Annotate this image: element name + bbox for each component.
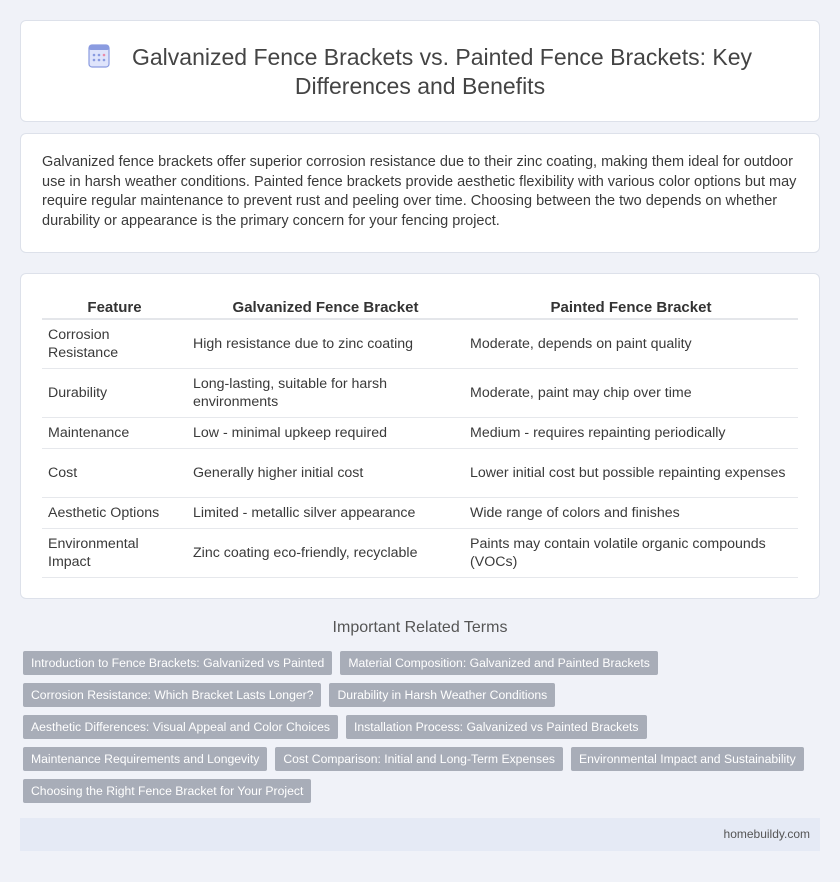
table-row (42, 497, 798, 528)
related-term-tag[interactable]: Environmental Impact and Sustainability (571, 747, 804, 771)
table-row (42, 368, 798, 417)
row-painted: Medium - requires repainting periodically (464, 417, 798, 448)
row-feature: Aesthetic Options (42, 497, 187, 528)
related-term-tag[interactable]: Introduction to Fence Brackets: Galvanized vs Painted (23, 651, 332, 675)
related-terms-title: Important Related Terms (332, 619, 508, 636)
related-term-tag[interactable]: Durability in Harsh Weather Conditions (329, 683, 555, 707)
row-painted: Lower initial cost but possible repainting expenses (464, 448, 798, 497)
header-feature: Feature (42, 295, 187, 319)
row-galvanized: Limited - metallic silver appearance (187, 497, 464, 528)
intro-paragraph: Galvanized fence brackets offer superior corrosion resistance due to their zinc coating, making them ideal for outdoor use in harsh weather conditions. Painted fence brackets provide aesthetic flexibility with various color options but may require regular maintenance to prevent rust and peeling over time. Choosing between the two depends on whether durability or appearance is the primary concern for your fencing project. (42, 154, 797, 229)
row-feature: Durability (42, 368, 187, 417)
table-row (42, 417, 798, 448)
table-row (42, 528, 798, 577)
footer (20, 818, 820, 851)
row-painted: Paints may contain volatile organic compounds (VOCs) (464, 528, 798, 577)
row-feature: Cost (42, 448, 187, 497)
row-galvanized: Generally higher initial cost (187, 448, 464, 497)
row-galvanized: High resistance due to zinc coating (187, 319, 464, 368)
comparison-table (42, 295, 798, 578)
related-term-tag[interactable]: Installation Process: Galvanized vs Painted Brackets (346, 715, 647, 739)
table-row (42, 448, 798, 497)
related-term-tag[interactable]: Cost Comparison: Initial and Long-Term Expenses (275, 747, 563, 771)
row-galvanized: Long-lasting, suitable for harsh environments (187, 368, 464, 417)
related-term-tag[interactable]: Material Composition: Galvanized and Painted Brackets (340, 651, 657, 675)
table-row (42, 319, 798, 368)
row-feature: Corrosion Resistance (42, 319, 187, 368)
row-feature: Maintenance (42, 417, 187, 448)
related-terms-list (23, 651, 813, 803)
table-header-row (42, 295, 798, 319)
row-galvanized: Zinc coating eco-friendly, recyclable (187, 528, 464, 577)
row-painted: Moderate, depends on paint quality (464, 319, 798, 368)
row-galvanized: Low - minimal upkeep required (187, 417, 464, 448)
row-feature: Environmental Impact (42, 528, 187, 577)
related-term-tag[interactable]: Corrosion Resistance: Which Bracket Lasts Longer? (23, 683, 321, 707)
header-card (20, 20, 820, 122)
page-title (21, 43, 819, 101)
row-painted: Moderate, paint may chip over time (464, 368, 798, 417)
comparison-card (20, 273, 820, 599)
row-painted: Wide range of colors and finishes (464, 497, 798, 528)
footer-site-link[interactable]: homebuildy.com (723, 827, 810, 841)
related-term-tag[interactable]: Aesthetic Differences: Visual Appeal and Color Choices (23, 715, 338, 739)
page-title-text: Galvanized Fence Brackets vs. Painted Fence Brackets: Key Differences and Benefits (131, 44, 752, 99)
header-galvanized: Galvanized Fence Bracket (187, 295, 464, 319)
header-painted: Painted Fence Bracket (464, 295, 798, 319)
intro-card (20, 133, 820, 253)
document-icon (88, 44, 110, 68)
related-term-tag[interactable]: Maintenance Requirements and Longevity (23, 747, 267, 771)
related-term-tag[interactable]: Choosing the Right Fence Bracket for Your Project (23, 779, 311, 803)
